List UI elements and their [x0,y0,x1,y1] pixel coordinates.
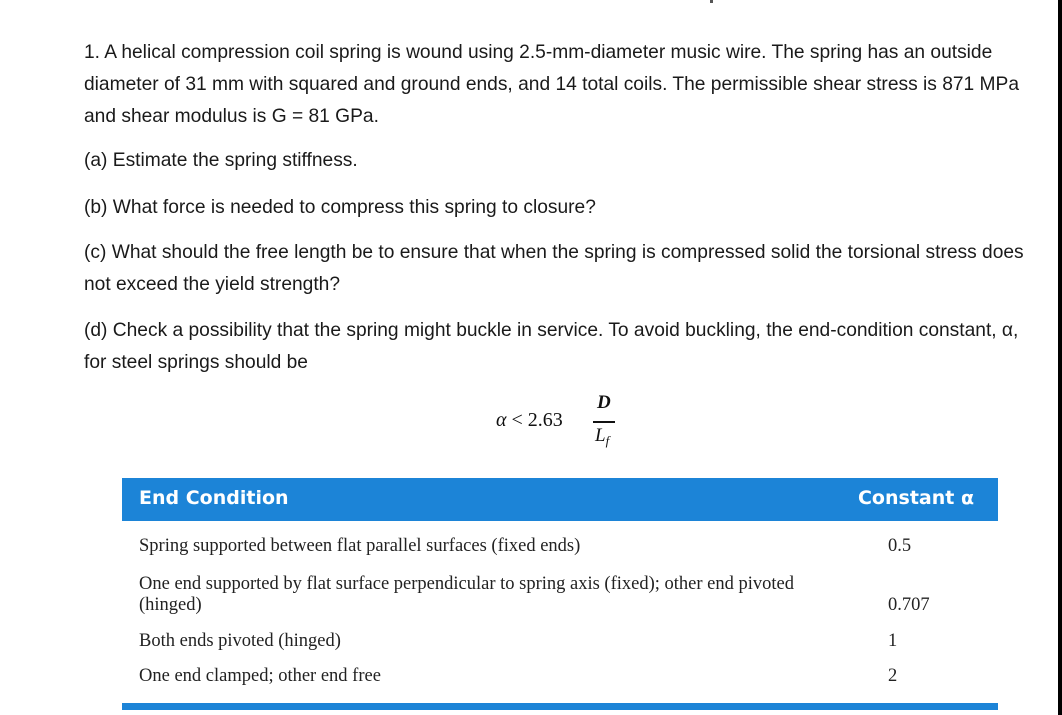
formula-fraction [593,392,615,454]
end-condition-cell: One end clamped; other end free [139,666,381,686]
end-condition-cell: One end supported by flat surface perpendicular to spring axis (fixed); other end pivoted (hinged) [139,574,794,615]
constant-cell: 0.5 [888,536,912,556]
part-b-question: (b) What force is needed to compress this spring to closure? [84,197,596,218]
page-top-edge [0,0,1062,6]
formula-alpha: α [496,409,507,431]
part-a-question: (a) Estimate the spring stiffness. [84,150,358,171]
constant-cell: 1 [888,631,898,651]
header-end-condition: End Condition [139,487,289,509]
end-condition-cell: Spring supported between flat parallel surfaces (fixed ends) [139,536,581,556]
fraction-bar [593,421,615,423]
formula-numerator: D [597,392,611,413]
end-condition-cell: Both ends pivoted (hinged) [139,631,341,651]
constant-cell: 0.707 [888,595,930,615]
problem-statement: 1. A helical compression coil spring is wound using 2.5-mm-diameter music wire. The spring has an outside diameter of 31 mm with squared and ground ends, and 14 total coils. The permissible shear stress is 871 MPa and shear modulus is G = 81 GPa. [84,42,1019,127]
formula-denominator-subscript: f [605,433,610,448]
header-constant: Constant α [857,487,974,509]
part-c-question: (c) What should the free length be to ensure that when the spring is compressed solid the torsional stress does not exceed the yield strength? [84,242,1024,295]
page-right-border [1058,0,1062,715]
constant-cell: 2 [888,666,898,686]
formula-relation: < 2.63 [506,409,563,431]
part-d-question: (d) Check a possibility that the spring might buckle in service. To avoid buckling, the end-condition constant, α, for steel springs should be [84,320,1019,373]
formula-denominator [595,425,609,449]
table-header [122,478,998,521]
formula-lhs [496,409,563,432]
table-bottom-rule [122,703,998,710]
formula-denominator-main: L [595,425,606,446]
